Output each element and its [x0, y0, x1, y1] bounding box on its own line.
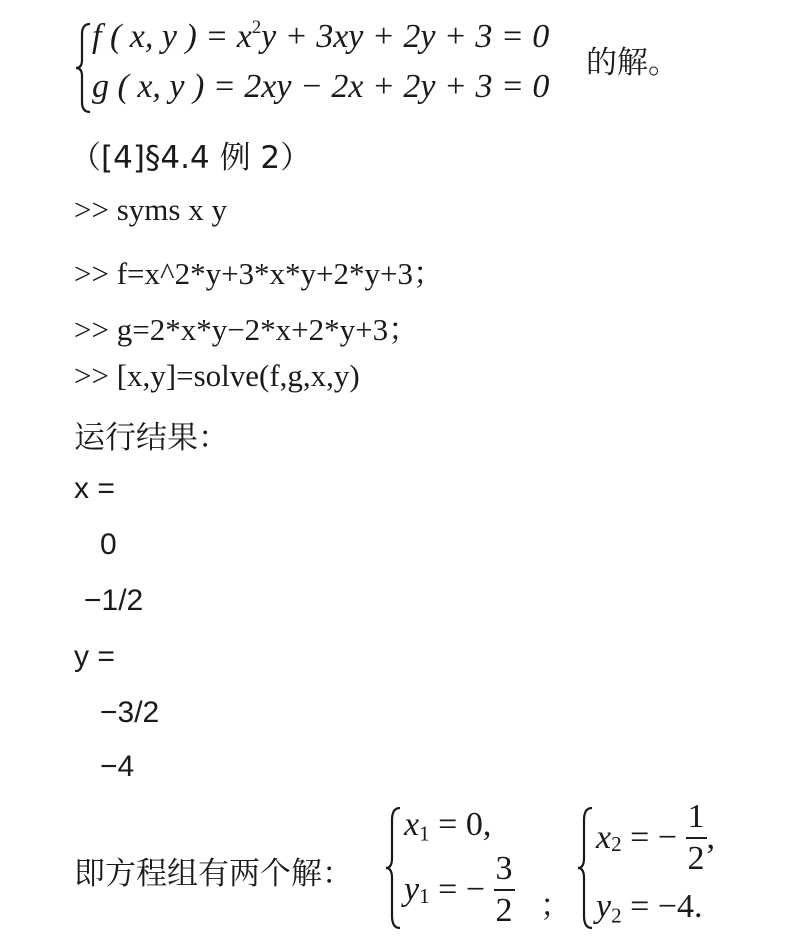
- y-output-label: y =: [74, 640, 115, 673]
- sol2-x-numerator: 1: [687, 798, 705, 835]
- sol2-x-sub: 2: [611, 832, 622, 857]
- solution-2-y: [596, 888, 703, 926]
- g-symbol: g: [92, 68, 109, 105]
- y-value-1: −3/2: [100, 696, 160, 729]
- x-value-2: −1/2: [84, 584, 144, 617]
- solution-separator: ；: [540, 888, 571, 924]
- f-rhs-part2: y + 3xy + 2y + 3 = 0: [261, 18, 550, 55]
- conclusion-prefix: 即方程组有两个解：: [74, 856, 353, 892]
- f-rhs-part1: = x: [196, 18, 252, 55]
- x-value-1: 0: [100, 528, 117, 561]
- sol2-x-var: x: [596, 819, 612, 856]
- command-line-2: >> f=x^2*y+3*x*y+2*y+3；: [74, 256, 445, 291]
- sol1-y-numerator: 3: [495, 850, 513, 887]
- sol2-x-denominator: 2: [687, 840, 705, 877]
- solution-2-x: [596, 800, 715, 876]
- fraction-bar: [494, 889, 515, 891]
- command-line-1: >> syms x y: [74, 192, 227, 227]
- system-suffix: 的解。: [586, 45, 679, 81]
- fraction-bar: [686, 837, 707, 839]
- sol1-y-fraction: [494, 852, 515, 928]
- equation-g: [92, 70, 549, 104]
- solution-1-x: [404, 806, 491, 844]
- sol2-y-rhs: = −4.: [621, 888, 703, 925]
- sol1-y-var: y: [404, 871, 420, 908]
- sol1-x-sub: 1: [419, 821, 430, 846]
- sol2-x-tail: ,: [706, 819, 715, 856]
- sol2-x-eq: = −: [621, 819, 677, 856]
- y-value-2: −4: [100, 750, 135, 783]
- sol2-y-sub: 2: [611, 903, 622, 928]
- solution-1-y: [404, 852, 515, 928]
- sol1-y-denominator: 2: [495, 892, 513, 929]
- sol1-y-sub: 1: [419, 884, 430, 909]
- sol1-x-var: x: [404, 806, 420, 843]
- equation-f: [92, 16, 550, 55]
- sol1-x-rhs: = 0,: [429, 806, 492, 843]
- f-exponent: 2: [251, 16, 262, 38]
- reference: （[4]§4.4 例 2）: [70, 140, 312, 176]
- sol1-y-eq: = −: [429, 871, 485, 908]
- command-line-4: >> [x,y]=solve(f,g,x,y): [74, 358, 360, 393]
- left-brace-icon: [74, 22, 92, 114]
- g-args: ( x, y ): [117, 68, 205, 105]
- x-output-label: x =: [74, 472, 115, 505]
- equation-system: [74, 18, 714, 118]
- solution-1-brace-icon: [384, 806, 402, 934]
- f-symbol: f: [92, 18, 102, 55]
- sol2-y-var: y: [596, 888, 612, 925]
- f-args: ( x, y ): [109, 18, 197, 55]
- command-line-3: >> g=2*x*y−2*x+2*y+3；: [74, 312, 420, 347]
- g-rhs: = 2xy − 2x + 2y + 3 = 0: [204, 68, 550, 105]
- solution-2-brace-icon: [576, 806, 594, 934]
- sol2-x-fraction: [686, 800, 707, 876]
- result-label: 运行结果：: [74, 420, 229, 456]
